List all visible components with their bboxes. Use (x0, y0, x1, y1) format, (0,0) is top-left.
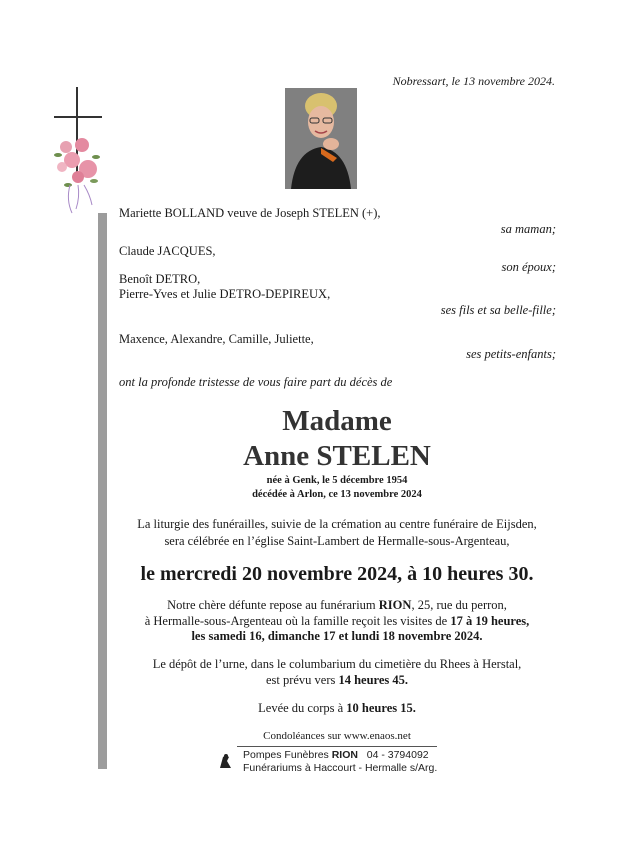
family-names-mother: Mariette BOLLAND veuve de Joseph STELEN (+), (119, 206, 381, 220)
death-info: décédée à Arlon, ce 13 novembre 2024 (252, 489, 422, 500)
family-role-mother: sa maman; (500, 222, 556, 236)
family-names-son: Benoît DETRO, (119, 272, 201, 286)
ceremony-line-2: sera célébrée en l’église Saint-Lambert de Hermalle-sous-Argenteau, (164, 534, 510, 548)
funeral-home-name: Pompes Funèbres RION 04 - 3794092 (243, 749, 429, 761)
condolences-link[interactable]: Condoléances sur www.enaos.net (263, 730, 411, 742)
levee-line: Levée du corps à 10 heures 15. (258, 701, 416, 715)
family-names-son-couple: Pierre-Yves et Julie DETRO-DEPIREUX, (119, 287, 331, 301)
funeral-home-locations: Funérariums à Haccourt - Hermalle s/Arg. (243, 762, 438, 774)
cross-with-roses-icon (48, 87, 108, 217)
birth-info: née à Genk, le 5 décembre 1954 (266, 475, 408, 486)
family-names-grandchildren: Maxence, Alexandre, Camille, Juliette, (119, 332, 314, 346)
funeral-home-phone: 04 - 3794092 (366, 749, 429, 761)
intro-text: ont la profonde tristesse de vous faire part du décès de (119, 375, 393, 389)
divider (237, 746, 437, 747)
visits-line-2: à Hermalle-sous-Argenteau où la famille reçoit les visites de 17 à 19 heures, (144, 614, 530, 628)
visits-line-1: Notre chère défunte repose au funérarium RION, 25, rue du perron, (167, 598, 507, 612)
place-date: Nobressart, le 13 novembre 2024. (392, 74, 555, 88)
funeral-home-logo-icon (217, 753, 233, 769)
family-role-husband: son époux; (501, 260, 556, 274)
visits-line-3: les samedi 16, dimanche 17 et lundi 18 novembre 2024. (191, 629, 483, 643)
urn-line-2: est prévu vers 14 heures 45. (265, 673, 409, 687)
deceased-title: Madame (282, 405, 392, 437)
ceremony-line-1: La liturgie des funérailles, suivie de la crémation au centre funéraire de Eijsden, (137, 517, 537, 531)
deceased-name: Anne STELEN (243, 440, 431, 472)
urn-line-1: Le dépôt de l’urne, dans le columbarium du cimetière du Rhees à Herstal, (152, 657, 522, 671)
ceremony-date: le mercredi 20 novembre 2024, à 10 heures 30. (140, 563, 534, 585)
family-role-sons: ses fils et sa belle-fille; (440, 303, 556, 317)
family-names-husband: Claude JACQUES, (119, 244, 216, 258)
family-role-grandchildren: ses petits-enfants; (466, 347, 556, 361)
portrait-photo (285, 88, 357, 189)
